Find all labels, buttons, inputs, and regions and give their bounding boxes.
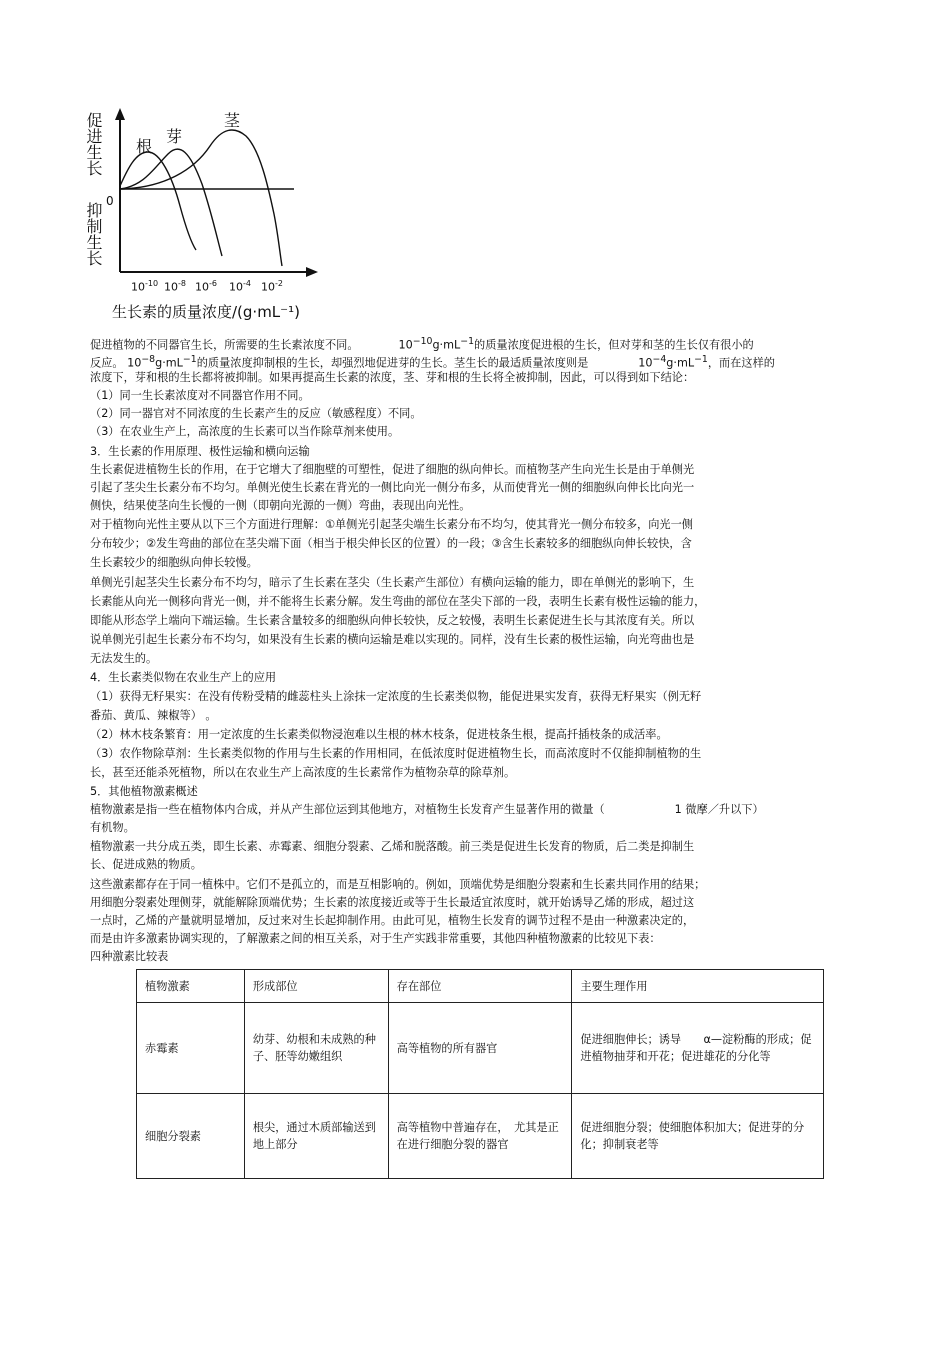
- curve-label-stem: 茎: [224, 111, 241, 130]
- x-axis-arrow: [306, 267, 318, 277]
- text-line: （1）同一生长素浓度对不同器官作用不同。: [90, 389, 310, 402]
- text-line: 生长素促进植物生长的作用，在于它增大了细胞壁的可塑性，促进了细胞的纵向伸长。而植物茎产生向光生长是由于单侧光: [90, 463, 695, 476]
- text-line: 有机物。: [90, 821, 135, 834]
- section-heading: 5．其他植物激素概述: [90, 785, 198, 798]
- text-line: 长素能从向光一侧移向背光一侧，并不能将生长素分解。发生弯曲的部位在茎尖下部的一段，表明生长素有极性运输的能力，: [90, 595, 706, 608]
- x-tick-label: $10^{-6}$: [195, 279, 217, 294]
- text-line: （2）林木枝条繁育：用一定浓度的生长素类似物浸泡难以生根的林木枝条，促进枝条生根，提高扦插枝条的成活率。: [90, 728, 668, 741]
- text-line: 即能从形态学上端向下端运输。生长素含量较多的细胞纵向伸长较快，反之较慢，表明生长素促进生长与其浓度有关。所以: [90, 614, 695, 627]
- text-line: （1）获得无籽果实：在没有传粉受精的雌蕊柱头上涂抹一定浓度的生长素类似物，能促进果实发育，获得无籽果实（例无籽: [90, 690, 702, 703]
- table-cell: 赤霉素: [137, 1003, 245, 1094]
- table-cell: 促进细胞分裂；使细胞体积加大；促进芽的分化；抑制衰老等: [572, 1094, 824, 1179]
- text-line: 这些激素都存在于同一植株中。它们不是孤立的，而是互相影响的。例如，顶端优势是细胞分裂素和生长素共同作用的结果；: [90, 878, 706, 891]
- table-row: [137, 1094, 824, 1179]
- table-cell: 细胞分裂素: [137, 1094, 245, 1179]
- text-line: 而是由许多激素协调实现的，了解激素之间的相互关系，对于生产实践非常重要，其他四种植物激素的比较见下表：: [90, 932, 661, 945]
- text-line: 长、促进成熟的物质。: [90, 858, 202, 871]
- text-line: （3）农作物除草剂：生长素类似物的作用与生长素的作用相同，在低浓度时促进植物生长，而高浓度时不仅能抑制植物的生: [90, 747, 702, 760]
- text-line: 一点时，乙烯的产量就明显增加，反过来对生长起抑制作用。由此可见，植物生长发育的调节过程不是由一种激素决定的，: [90, 914, 695, 927]
- text-line: （2）同一器官对不同浓度的生长素产生的反应（敏感程度）不同。: [90, 407, 422, 420]
- table-cell: 根尖，通过木质部输送到地上部分: [244, 1094, 388, 1179]
- root-curve: [120, 152, 196, 250]
- growth-curve-figure: [84, 106, 344, 328]
- hormone-comparison-table: [136, 969, 824, 1179]
- x-tick-label: $10^{-4}$: [229, 279, 251, 294]
- table-header-cell: 存在部位: [388, 970, 572, 1003]
- y-zero-label: 0: [106, 194, 114, 208]
- table-cell: 高等植物中普遍存在， 尤其是正在进行细胞分裂的器官: [388, 1094, 572, 1179]
- y-label-inhibit: 抑制生长: [84, 202, 103, 266]
- curve-plot: [84, 106, 344, 328]
- table-header-row: [137, 970, 824, 1003]
- text-line: 无法发生的。: [90, 652, 158, 665]
- text-line: 促进植物的不同器官生长，所需要的生长素浓度不同。 $10^{-10}g\cdot mL^{-1}$的质量浓度促进根的生长，但对芽和茎的生长仅有很小的: [90, 336, 754, 352]
- text-line: 植物激素一共分成五类，即生长素、赤霉素、细胞分裂素、乙烯和脱落酸。前三类是促进生长发育的物质，后二类是抑制生: [90, 840, 695, 853]
- table-cell: 促进细胞伸长；诱导 α—淀粉酶的形成；促进植物抽芽和开花；促进雄花的分化等: [572, 1003, 824, 1094]
- x-tick-label: $10^{-10}$: [131, 279, 159, 294]
- text-line: 浓度下，芽和根的生长都将被抑制。如果再提高生长素的浓度，茎、芽和根的生长将全被抑制，因此，可以得到如下结论：: [90, 371, 695, 384]
- table-header-cell: 主要生理作用: [572, 970, 824, 1003]
- text-line: 生长素较少的细胞纵向伸长较慢。: [90, 556, 258, 569]
- y-axis-arrow: [115, 108, 125, 120]
- curve-label-bud: 芽: [166, 127, 183, 146]
- text-line: 侧快，结果使茎向生长慢的一侧（即朝向光源的一侧）弯曲，表现出向光性。: [90, 499, 471, 512]
- table-cell: 幼芽、幼根和未成熟的种子、胚等幼嫩组织: [244, 1003, 388, 1094]
- y-label-promote: 促进生长: [84, 112, 103, 176]
- x-tick-label: $10^{-8}$: [164, 279, 186, 294]
- text-line: 植物激素是指一些在植物体内合成，并从产生部位运到其他地方，对植物生长发育产生显著作用的微量（ 1 微摩／升以下）: [90, 803, 764, 816]
- text-line: 分布较少；②发生弯曲的部位在茎尖端下面（相当于根尖伸长区的位置）的一段；③含生长素较多的细胞纵向伸长较快，含: [90, 537, 692, 550]
- text-line: 番茄、黄瓜、辣椒等） 。: [90, 709, 217, 722]
- text-line: 长，甚至还能杀死植物，所以在农业生产上高浓度的生长素常作为植物杂草的除草剂。: [90, 766, 516, 779]
- section-heading: 3．生长素的作用原理、极性运输和横向运输: [90, 445, 310, 458]
- section-heading: 4．生长素类似物在农业生产上的应用: [90, 671, 277, 684]
- table-row: [137, 1003, 824, 1094]
- curve-label-root: 根: [136, 137, 153, 156]
- table-title: 四种激素比较表: [90, 950, 169, 963]
- table-cell: 高等植物的所有器官: [388, 1003, 572, 1094]
- x-axis-label: 生长素的质量浓度/(g·mL⁻¹): [112, 303, 300, 321]
- text-line: （3）在农业生产上，高浓度的生长素可以当作除草剂来使用。: [90, 425, 400, 438]
- table-header-cell: 形成部位: [244, 970, 388, 1003]
- table-header-cell: 植物激素: [137, 970, 245, 1003]
- text-line: 说单侧光引起生长素分布不均匀，如果没有生长素的横向运输是难以实现的。同样，没有生长素的极性运输，向光弯曲也是: [90, 633, 695, 646]
- text-line: 单侧光引起茎尖生长素分布不均匀，暗示了生长素在茎尖（生长素产生部位）有横向运输的能力，即在单侧光的影响下，生: [90, 576, 695, 589]
- text-line: 反应。 $10^{-8}g\cdot mL^{-1}$的质量浓度抑制根的生长，却强烈地促进芽的生长。茎生长的最适质量浓度则是 $10^{-4}g\cdot mL^{-1}$，而在这样的: [90, 354, 775, 370]
- text-line: 对于植物向光性主要从以下三个方面进行理解：①单侧光引起茎尖端生长素分布不均匀，使其背光一侧分布较多，向光一侧: [90, 518, 693, 531]
- text-line: 用细胞分裂素处理侧芽，就能解除顶端优势；生长素的浓度接近或等于生长最适宜浓度时，就开始诱导乙烯的形成，超过这: [90, 896, 695, 909]
- text-line: 引起了茎尖生长素分布不均匀。单侧光使生长素在背光的一侧比向光一侧分布多，从而使背光一侧的细胞纵向伸长比向光一: [90, 481, 695, 494]
- x-tick-label: $10^{-2}$: [261, 279, 283, 294]
- bud-curve: [120, 149, 222, 256]
